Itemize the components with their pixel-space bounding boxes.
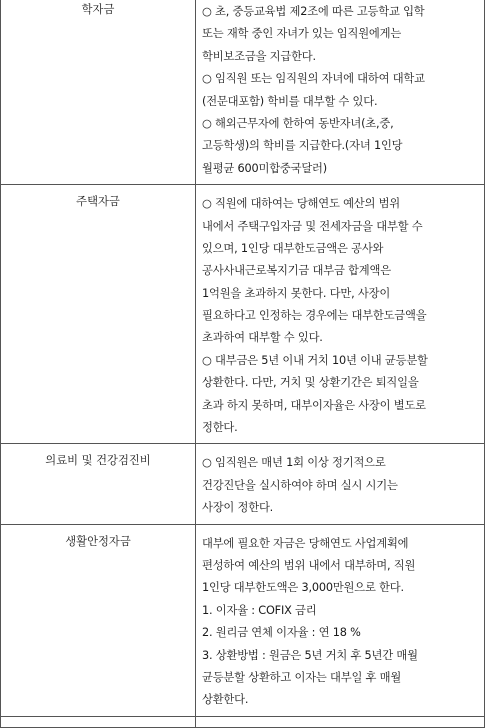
description-cell — [196, 444, 485, 524]
description-line: 건강진단을 실시하여야 하며 실시 시기는 — [202, 478, 398, 492]
description-line: 상환한다. 다만, 거치 및 상환기간은 퇴직일을 — [202, 376, 419, 390]
description-line: 1. 이자율 : COFIX 금리 — [202, 603, 317, 617]
description-line: ○ 임직원은 매년 1회 이상 정기적으로 — [202, 456, 386, 470]
description-line: 학비보조금을 지급한다. — [202, 49, 316, 63]
description-line: ○ 임직원 또는 임직원의 자녀에 대하여 대학교 — [202, 72, 425, 86]
description-cell — [196, 524, 485, 716]
description-line: 편성하여 예산의 범위 내에서 대부하며, 직원 — [202, 558, 416, 572]
table-row — [1, 185, 485, 444]
description-line: 대부에 필요한 자금은 당해연도 사업계획에 — [202, 536, 409, 550]
table-row — [1, 524, 485, 716]
table-row — [1, 444, 485, 524]
description-line: 상환한다. — [202, 693, 249, 707]
table-body — [1, 0, 485, 727]
description-line: ○ 초, 중등교육법 제2조에 따른 고등학교 입학 — [202, 5, 425, 18]
description-cell — [196, 185, 485, 444]
description-line: 필요하다고 인정하는 경우에는 대부한도금액을 — [202, 309, 427, 323]
table-row-partial — [1, 716, 485, 727]
description-line: 초과 하지 못하며, 대부이자율은 사장이 별도로 — [202, 398, 426, 412]
description-line: ○ 직원에 대하여는 당해연도 예산의 범위 — [202, 197, 401, 211]
description-cell-empty — [196, 716, 485, 727]
description-line: 정한다. — [202, 421, 238, 435]
description-line: 월평균 600미합중국달러) — [202, 161, 327, 175]
description-line: 초과하여 대부할 수 있다. — [202, 331, 323, 345]
description-line: 1억원을 초과하지 못한다. 다만, 사장이 — [202, 286, 391, 300]
table-row — [1, 0, 485, 185]
category-cell: 주택자금 — [1, 185, 196, 444]
category-cell: 학자금 — [1, 0, 196, 185]
description-line: 균등분할 상환하고 이자는 대부일 후 매월 — [202, 670, 402, 684]
description-line: 또는 재학 중인 자녀가 있는 임직원에게는 — [202, 27, 402, 41]
category-cell-empty — [1, 716, 196, 727]
description-line: 공사사내근로복지기금 대부금 합계액은 — [202, 264, 391, 278]
description-line: (전문대포함) 학비를 대부할 수 있다. — [202, 94, 378, 108]
category-cell: 의료비 및 건강검진비 — [1, 444, 196, 524]
description-line: 내에서 주택구입자금 및 전세자금을 대부할 수 — [202, 219, 423, 233]
description-line: 2. 원리금 연체 이자율 : 연 18 % — [202, 626, 361, 640]
description-line: 있으며, 1인당 대부한도금액은 공사와 — [202, 241, 384, 255]
description-line: ○ 해외근무자에 한하여 동반자녀(초,중, — [202, 116, 394, 130]
description-cell — [196, 0, 485, 185]
description-line: 1인당 대부한도액은 3,000만원으로 한다. — [202, 581, 404, 595]
description-line: ○ 대부금은 5년 이내 거치 10년 이내 균등분할 — [202, 353, 428, 367]
description-line: 고등학생)의 학비를 지급한다.(자녀 1인당 — [202, 139, 403, 153]
description-line: 사장이 정한다. — [202, 501, 274, 515]
category-cell: 생활안정자금 — [1, 524, 196, 716]
description-line: 3. 상환방법 : 원금은 5년 거치 후 5년간 매월 — [202, 648, 418, 662]
